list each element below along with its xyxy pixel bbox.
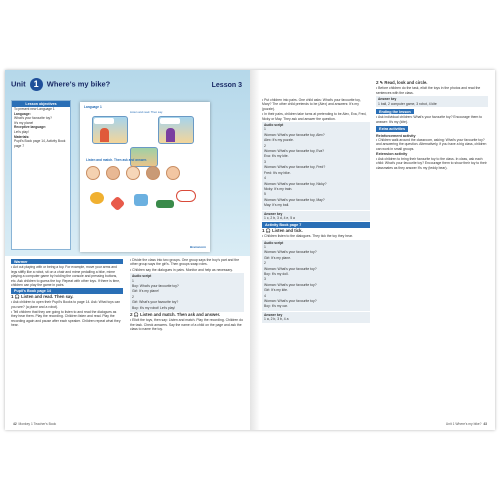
- bullet-item: • Ask individual children: What's your favourite toy? Encourage them to answer: It's my (kite).: [376, 115, 483, 124]
- answer-key-text: 1 a, 2 b, 3 b, 4 a: [264, 317, 289, 322]
- right-column-1: [262, 98, 370, 324]
- script-line: Woman: What's your favourite toy, Alex?: [264, 132, 325, 137]
- activity-book-heading: Activity Book page 7: [262, 222, 370, 227]
- script-line: 4: [264, 293, 266, 298]
- audio-icon: 🎧: [265, 227, 271, 233]
- script-line: Nicky: It's my train.: [264, 186, 293, 191]
- script-line: Eva: It's my kite.: [264, 154, 289, 159]
- script-line: 1: [264, 244, 266, 249]
- ending-text: [376, 115, 488, 124]
- objective-line: Materials:: [14, 134, 30, 139]
- toy-train: [156, 200, 174, 208]
- script-line: Boy: It's my doll.: [264, 272, 289, 276]
- answer-key-1: [262, 211, 370, 222]
- script-line: Woman: What's your favourite toy, Nicky?: [264, 181, 327, 186]
- child-face-1: [86, 166, 100, 180]
- script-line: Girl: It's my plane!: [132, 289, 160, 294]
- right-col1-items: [262, 98, 370, 121]
- exercise-number: 1: [262, 227, 265, 233]
- bullet-item: • Ask children to bring their favourite toy to the class. In class, ask each child: What's your favourite toy? Encourage them to show their toy to their classmates as they answer It's my (teddy bear).: [376, 156, 487, 170]
- exercise-number: 2: [376, 80, 379, 85]
- girl-figure: [166, 128, 175, 142]
- audio-script-lines: [264, 245, 368, 309]
- objective-line: It's my plane!: [14, 120, 34, 125]
- bullet-item: • Children walk around the classroom, asking: What's your favourite toy? and answering the question. Alternatively, if you have a big class, children can work in small groups.: [376, 138, 487, 151]
- objectives-box: [11, 100, 71, 250]
- script-line: Boy: It's my car.: [264, 304, 288, 309]
- ab-exercise-2: [376, 81, 488, 85]
- exercise-title: Listen and tick.: [272, 227, 303, 233]
- warmer-text: [11, 265, 123, 287]
- script-line: Girl: It's my plane.: [264, 255, 292, 260]
- script-line: Woman: What's your favourite toy, Fred?: [264, 165, 326, 170]
- left-footer-text: Monkey 1 Teacher's Book: [18, 422, 57, 426]
- script-line: 3: [264, 277, 266, 282]
- ending-heading: Ending the lesson: [376, 109, 414, 114]
- book-language-label: Language 1: [84, 105, 102, 109]
- answer-key-3: [376, 96, 488, 107]
- right-page-number: 43: [483, 422, 487, 426]
- reinforcement-title: Reinforcement activity: [376, 133, 416, 138]
- pb-exercise-2: [130, 313, 244, 317]
- left-page: [5, 70, 250, 430]
- bullet-item: • Children say the dialogues in pairs. Monitor and help as necessary.: [130, 267, 233, 272]
- script-line: Woman: What's your favourite toy, Eva?: [264, 149, 325, 154]
- extension-title: Extension activity: [376, 152, 408, 157]
- bullet-item: • Children listen to the dialogues. They tick the toy they hear.: [262, 234, 353, 239]
- child-face-3: [126, 166, 140, 180]
- book-listen-label: Listen and read. Then say.: [130, 110, 163, 114]
- objective-line: Let's play!: [14, 129, 29, 134]
- bullet-item: • Put children into pairs. One child asks: What's your favourite toy, Mary? The other child pretends to be (Alex) and answers: It's my (puzzle).: [262, 98, 361, 111]
- bullet-item: • Divide the class into two groups. One group says the boy's part and the other group says the girl's. Then groups swap roles.: [130, 258, 240, 267]
- pb-exercise-1: [11, 295, 123, 299]
- pb-exercise-2-items: [130, 318, 244, 331]
- toy-puzzle: [134, 194, 148, 206]
- unit-title: [11, 78, 110, 91]
- extension-text: [376, 157, 488, 170]
- book-section-2-label: Listen and match. Then ask and answer.: [86, 158, 147, 162]
- answer-key-heading: Answer key: [264, 312, 283, 317]
- objective-line: Receptive language:: [14, 125, 47, 130]
- audio-script-heading: Audio script: [132, 274, 152, 279]
- left-column-1: [11, 258, 123, 329]
- audio-icon: 🎧: [14, 293, 20, 299]
- script-line: Boy: It's my robot! Let's play!: [132, 305, 176, 310]
- audio-script-3: [262, 240, 370, 311]
- left-page-number: 42: [13, 422, 17, 426]
- script-line: Girl: It's my kite.: [264, 288, 289, 293]
- pb-exercise-1-items: [11, 300, 123, 327]
- dialogue-picture-3: [130, 147, 158, 167]
- audio-script-2: [262, 122, 370, 210]
- bullet-item: • Act out playing with or being a toy. For example, move your arms and legs stiffly like a robot, sit on a chair and mime pedalling a bike, mime playing a computer game by holding the console and pressing buttons, etc. Ask children to guess the toy. Repeat with other toys. If there is time, children can play the game in pairs.: [11, 265, 121, 288]
- left-footer: [13, 422, 56, 426]
- ab-exercise-1-items: [262, 234, 370, 238]
- toy-ball: [90, 192, 104, 204]
- ab-exercise-2-items: [376, 86, 488, 95]
- child-face-5: [166, 166, 180, 180]
- left-column-2: [130, 258, 244, 333]
- child-face-4: [146, 166, 160, 180]
- objective-line: What's your favourite toy?: [14, 116, 53, 121]
- objective-line: Pupil's Book page 14, Activity Book page 7: [14, 139, 66, 148]
- script-line: Fred: It's my bike.: [264, 170, 291, 175]
- reinforcement-text: [376, 138, 488, 151]
- script-line: 5: [264, 192, 266, 197]
- exercise-title: Read, look and circle.: [384, 80, 428, 85]
- speech-bubble-2: [160, 118, 180, 124]
- answer-key-heading: Answer key: [264, 211, 283, 216]
- answer-key-text: 1 c, 2 b, 3 d, 4 e, 5 a: [264, 215, 295, 220]
- right-footer-text: Unit 1 Where's my bike?: [445, 422, 482, 426]
- script-line: Woman: What's your favourite toy, May?: [264, 197, 325, 202]
- right-column-2: [376, 80, 488, 171]
- left-col2-items: [130, 258, 244, 272]
- unit-word: Unit: [11, 79, 26, 89]
- objective-line: Language:: [14, 111, 31, 116]
- audio-icon: 🎧: [133, 312, 139, 318]
- exercise-number: 1: [11, 293, 14, 299]
- audio-script-heading: Audio script: [264, 123, 284, 128]
- child-face-2: [106, 166, 120, 180]
- bullet-item: • Before children do the task, elicit the toys in the photos and read the sentences with the class.: [376, 86, 481, 95]
- pupils-book-heading: Pupil's Book page 14: [11, 288, 123, 293]
- unit-number-badge: 1: [30, 78, 43, 91]
- unit-title-text: Where's my bike?: [46, 79, 111, 89]
- exercise-title: Listen and read. Then say.: [21, 293, 74, 299]
- script-line: Woman: What's your favourite toy?: [264, 282, 317, 287]
- book-brand: Brainstorm: [189, 245, 206, 249]
- script-line: 2: [264, 143, 266, 148]
- objectives-lines: [12, 107, 70, 148]
- warmer-heading: Warmer: [11, 259, 123, 264]
- objective-line: To present new Language 1: [14, 107, 55, 111]
- pupils-book-thumbnail: [80, 102, 210, 252]
- toy-bike: [176, 190, 196, 202]
- answer-key-heading: Answer key: [378, 97, 397, 102]
- ab-exercise-1: [262, 229, 370, 233]
- audio-script-lines: [264, 127, 368, 207]
- script-line: 2: [264, 261, 266, 266]
- script-line: 3: [264, 159, 266, 164]
- exercise-number: 2: [130, 312, 133, 318]
- script-line: Woman: What's your favourite toy?: [264, 299, 317, 304]
- pencil-icon: ✎: [379, 80, 384, 85]
- script-line: Girl: What's your favourite toy?: [132, 300, 179, 305]
- script-line: 1: [132, 278, 134, 283]
- audio-script-1: [130, 273, 244, 312]
- extra-heading: Extra activities: [376, 126, 408, 131]
- audio-script-lines: [132, 279, 242, 310]
- book-spread: [5, 70, 495, 430]
- bullet-item: • Ask children to open their Pupil's Books to page 14. Ask: What toys can you see? (a plane and a robot).: [11, 300, 121, 309]
- script-line: Woman: What's your favourite toy?: [264, 266, 317, 271]
- boy-figure: [100, 128, 109, 142]
- objectives-title: Lesson objectives: [12, 101, 70, 107]
- bullet-item: • In their pairs, children take turns at pretending to be Alex, Eva, Fred, Nicky or May. They ask and answer the question.: [262, 112, 367, 121]
- script-line: Boy: What's your favourite toy?: [132, 284, 179, 289]
- script-line: Woman: What's your favourite toy?: [264, 250, 317, 255]
- answer-key-2: [262, 312, 370, 323]
- exercise-title: Listen and match. Then ask and answer.: [140, 312, 221, 318]
- lesson-label: Lesson 3: [211, 82, 242, 89]
- script-line: 4: [264, 176, 266, 181]
- bullet-item: • Elicit the toys, then say: Listen and match. Play the recording. Children do the task. Check answers. Say the name of a child on the page and ask the class to name the toy.: [130, 318, 243, 332]
- answer-key-text: 1 ball, 2 computer game, 3 robot, 4 kite: [378, 101, 437, 106]
- script-line: May: It's my ball.: [264, 203, 290, 208]
- right-footer: [446, 422, 487, 426]
- toy-kite: [110, 196, 126, 212]
- right-page: [250, 70, 495, 430]
- script-line: 1: [264, 127, 266, 132]
- script-line: 2: [132, 294, 134, 299]
- bullet-item: • Tell children that they are going to listen to and read the dialogues as they hear them. Play the recording. Children listen and read. Play the recording again and pause after each speaker. Children repeat what they hear.: [11, 310, 121, 328]
- script-line: Alex: It's my puzzle.: [264, 138, 294, 143]
- audio-script-heading: Audio script: [264, 240, 284, 245]
- speech-bubble-1: [94, 118, 114, 124]
